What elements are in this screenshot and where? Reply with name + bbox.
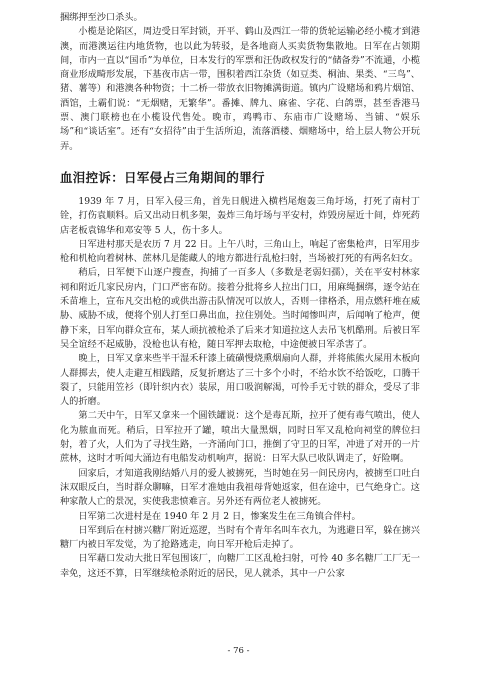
body-paragraph: 稍后，日军便下山逐户搜查，拘捕了一百多人（多数是老弱妇孺），关在平安村林家祠和附近几家民房内，门口严密布防。接着分批将乡人拉出门口，用麻绳捆绑，逐令站在禾苗堆上，宣布凡交出枪的或供出游击队情况可以放人，否则一律格杀，用点燃秆堆在威胁、威胁不成，便将个别人打至口鼻出血，拉住别处。当时闻惨叫声，后闻响了枪声，便静下来，日军向群众宣布，某人顽抗被枪杀了后来才知道拉这人去吊飞机酷刑。后被日军吴全谊经不起威胁，没枪也认有枪，随日军押去取枪，中途便被日军杀害了。	[60, 267, 420, 350]
document-page	[60, 11, 420, 581]
body-paragraph: 日军进村那天是农历 7 月 22 日。上午八时，三角山上，响起了密集枪声，日军用步枪和机枪向着树林、蔗林几是能藏人的地方都进行乱枪扫射，当场被打死的有两名妇女。	[60, 238, 420, 265]
body-paragraph: 日军藉口发动大批日军包围该厂，向糖厂工区乱枪扫射，可怜 40 多名糖厂工厂无一幸免，这还不算，日军继续枪杀附近的居民，见人就杀，其中一户公家	[60, 553, 420, 579]
body-paragraph: 小榄是论陷区，周边受日军封锁，开平、鹤山及西江一带的货轮运输必经小榄才到港澳，而港澳运往内地货物，也以此为转驳，是各地商人买卖货物集散地。日军在占领期间，市内一直以“国币”为单位，日本发行的军票和汪伪政权发行的“储备券”不流通，小榄商业形成畸形发展，下基夜市店一带，围积着西江杂货（如豆类、桐油、果类、“三鸟”、猪、薯等）和港澳各种物资；十二桥一带放衣旧物摊满街道。镇内广设赌场和鸦片烟馆、酒馆，土霸们说：“无烟赌，无繁华”。番摊、牌九、麻雀、字花、白鸽票，甚至香港马票、澳门联榜也在小榄设代售处。晚市，鸡鸭市、东庙市广设赌场、当铺、“娱乐场”和“谈话室”。还有“女招待”由于生活所迫，流落酒楼、烟赌场中，给上层人物公开玩弄。	[60, 26, 420, 152]
body-paragraph: 第二天中午，日军又拿来一个圆铁罐说：这个是毒瓦斯，拉开了便有毒气喷出，使人化为脓血而死。稍后，日军拉开了罐，喷出大量黑烟，同时日军又乱枪向祠堂的牌位扫射，着了火，人们为了寻找生路，一齐涌向门口，推倒了守卫的日军，冲进了对开的一片蔗林，这时才听闻大涌边有电船发动机响声，据说：日军大队已收队调走了，好险啊。	[60, 410, 420, 465]
page-number: - 76 -	[227, 646, 250, 656]
body-paragraph: 回家后，才知道我刚结婚八月的爱人被掳死，当时她在另一间民房内，被掳至口吐白沫双眼反白，当时群众聊嘛，日军才准她由我祖母背她返家，但在途中，已气绝身亡。这种家散人亡的景况，实使我悲愤难言。另外还有两位老人被掳死。	[60, 467, 420, 508]
body-paragraph: 晚上，日军又拿来些半干湿禾秆漆上硫磺慢烧熏烟扇向人群，并将熊熊火屎用木板向人群掷去，使人走避互相践踏，反复折磨达了三十多个小时，不给水饮不给饭吃，口腾干裂了，只能用笠衫（即针织内衣）装尿，用口吸润解渴，可怜手无寸铁的群众，受尽了非人的折磨。	[60, 353, 420, 408]
body-paragraph: 日军到后在村掳兴糖厂附近巡逻，当时有个青年名叫车衣九，为逃避日军，躲在掳兴糖厂内被日军发觉，为了抢路逃走，向日军开枪后走掉了。	[60, 524, 420, 551]
body-paragraph: 捆绑押至沙口杀头。	[60, 12, 143, 23]
section-heading: 血泪控诉：日军侵占三角期间的罪行	[60, 169, 265, 185]
body-paragraph: 1939 年 7 月，日军入侵三角，首先日舰进入横档尾炮轰三角圩场，打死了南村丁铨，打伤袁顺料。后又出动日机多架，轰炸三角圩场与平安村，炸毁房屋近十间，炸死药店老板袁锦华和邓安等 5 人，伤十多人。	[60, 195, 420, 236]
body-paragraph: 日军第二次进村是在 1940 年 2 月 2 日，惨案发生在三角镇合伴村。	[78, 510, 361, 522]
